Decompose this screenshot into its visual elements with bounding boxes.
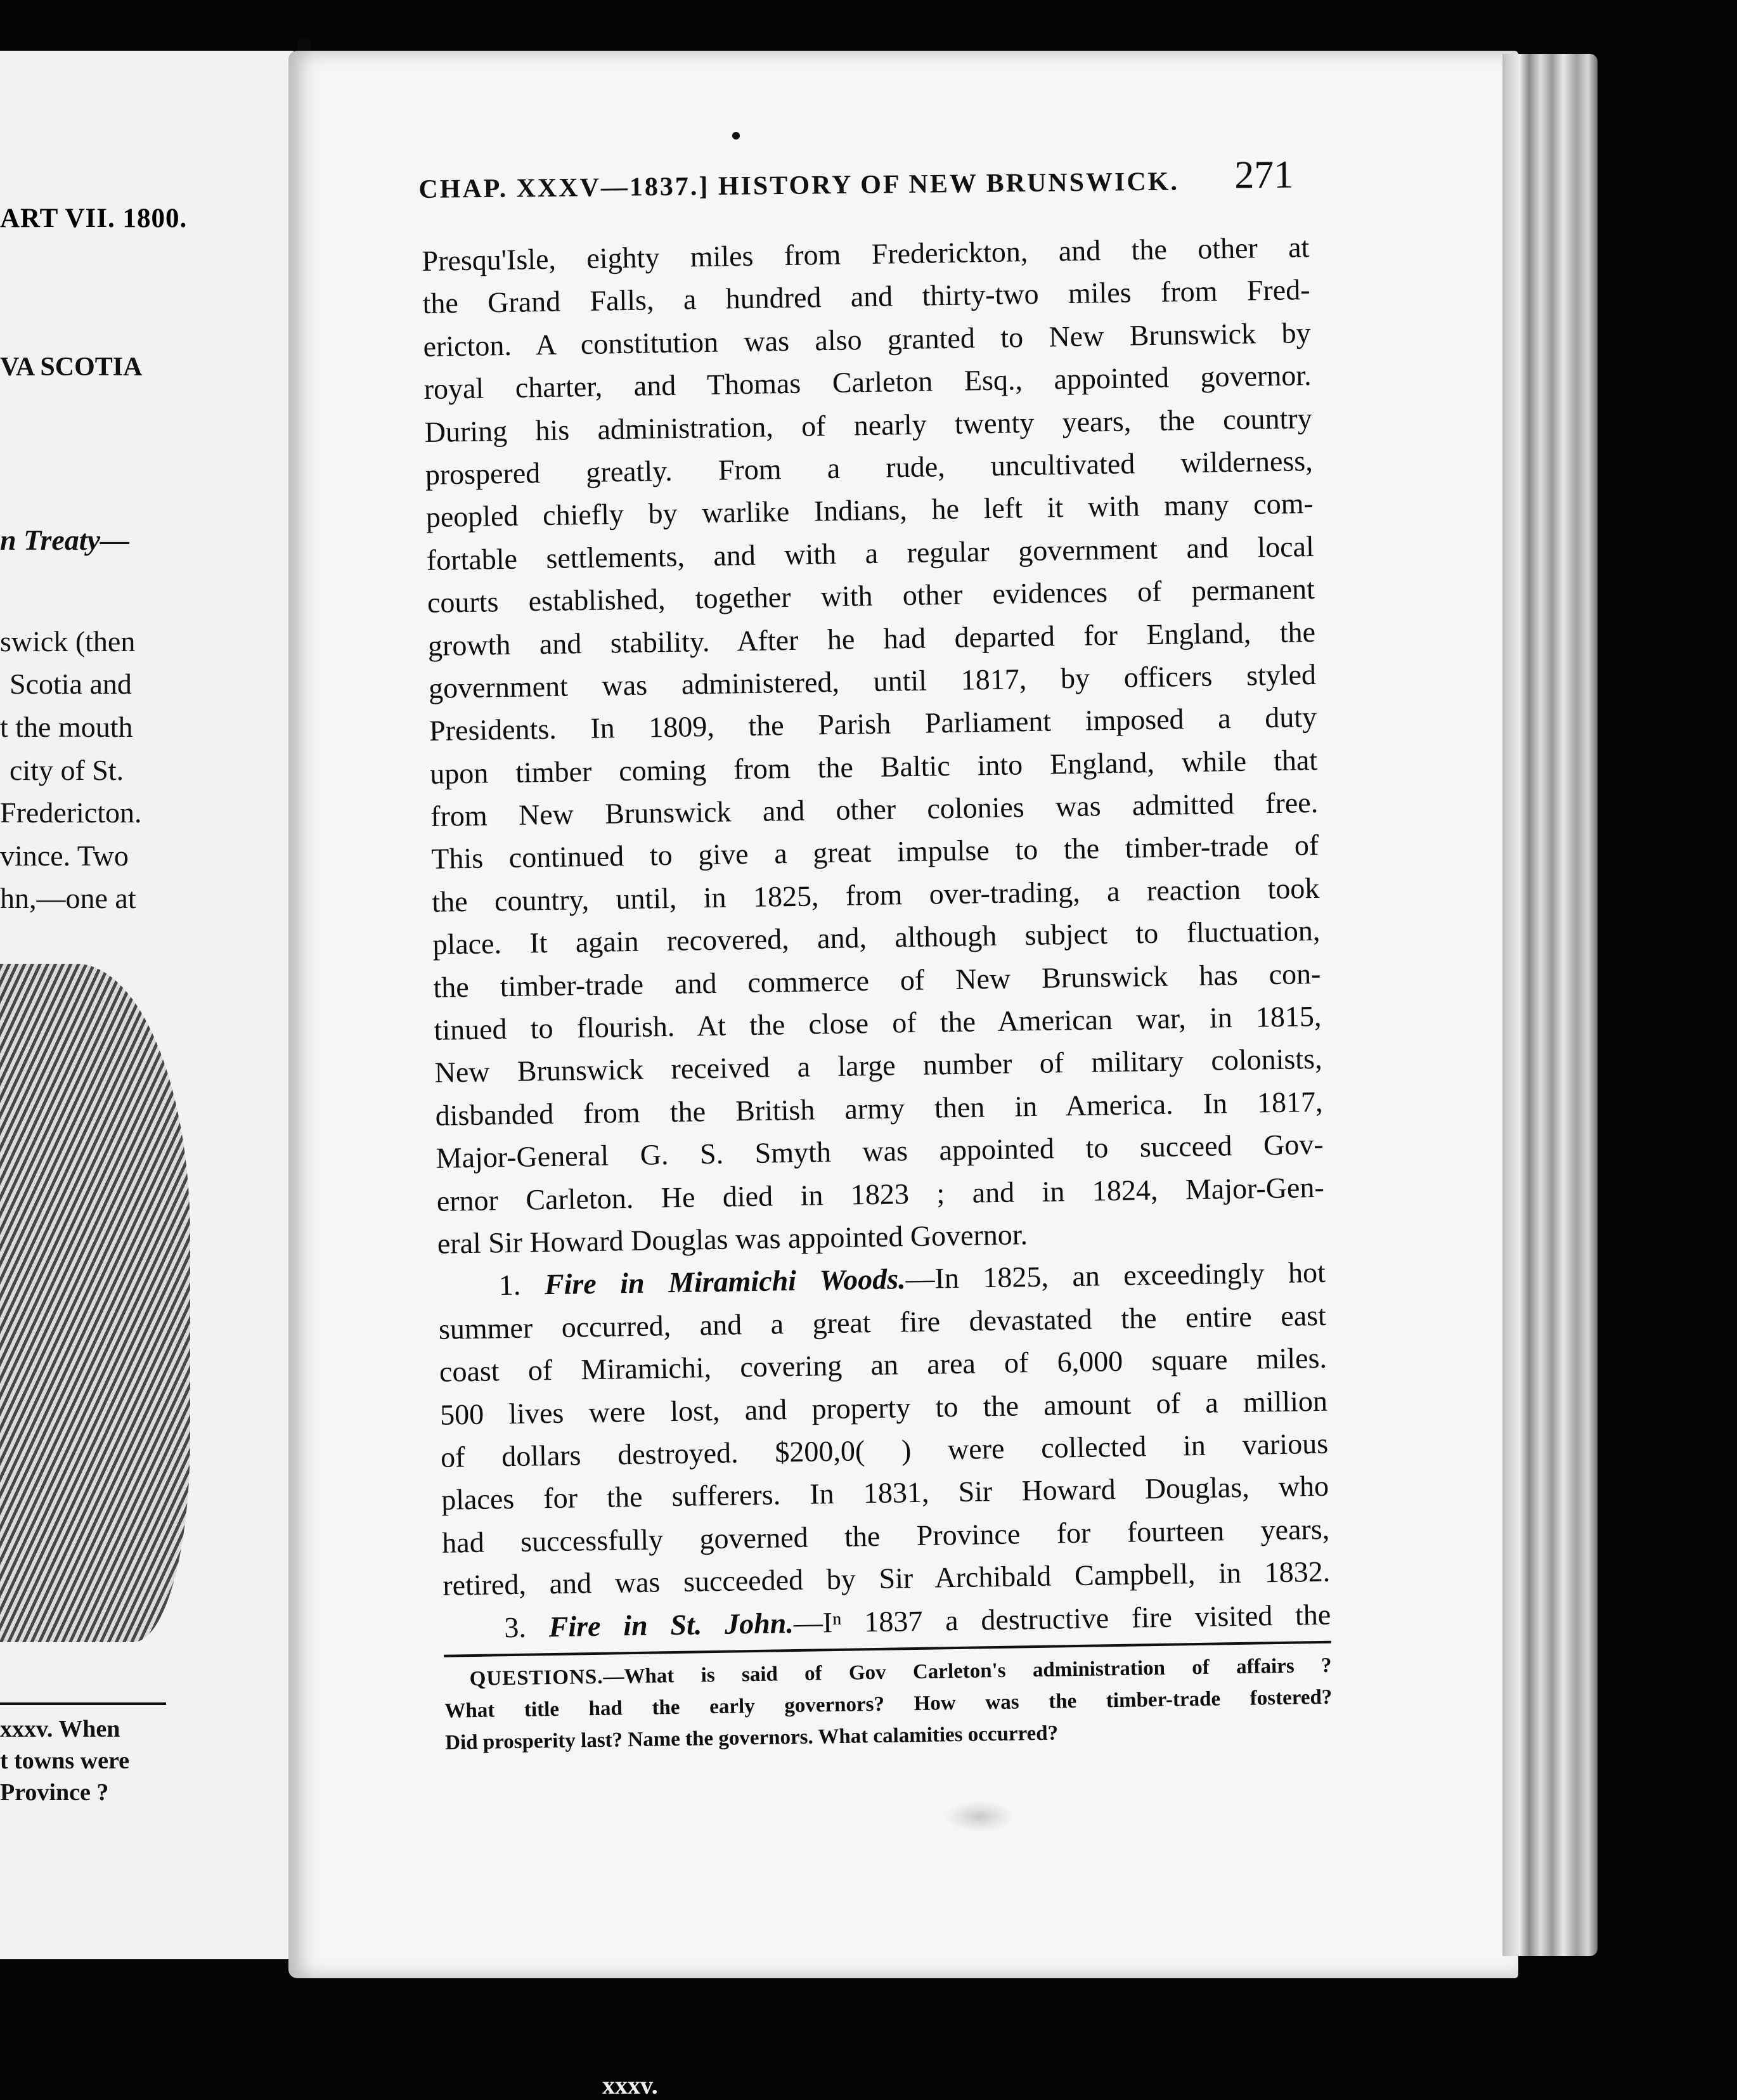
left-line: t the mouth (0, 711, 133, 743)
page-edges (1502, 54, 1598, 1956)
text-line: government was administered, until 1817, by officers styled (428, 658, 1317, 704)
text-line: ericton. A constitution was also granted to New Brunswick by (423, 316, 1311, 363)
text-line: places for the sufferers. In 1831, Sir Howard Douglas, who (441, 1470, 1329, 1517)
text-line: prospered greatly. From a rude, uncultivated wilderness, (425, 444, 1314, 491)
section-title: Fire in St. John. (548, 1606, 794, 1643)
text-line: royal charter, and Thomas Carleton Esq., appointed governor. (423, 359, 1312, 406)
text-line: eral Sir Howard Douglas was appointed Governor. (437, 1218, 1028, 1260)
left-engraving-illustration (0, 964, 190, 1642)
text-line: the timber-trade and commerce of New Brunswick has con- (433, 957, 1321, 1004)
text-line: 500 lives were lost, and property to the amount of a million (439, 1384, 1328, 1431)
left-running-head: ART VII. 1800. (0, 204, 188, 233)
left-line: swick (then (0, 625, 136, 658)
text-line: of dollars destroyed. $200,0( ) were collected in various (440, 1427, 1329, 1474)
bottom-fragment: xxxv. (602, 2071, 658, 2099)
questions-text: —What is said of Gov Carleton's administration of affairs ? (603, 1654, 1332, 1688)
text-line: courts established, together with other evidences of permanent (427, 573, 1315, 619)
left-footnote-rule (0, 1702, 166, 1705)
left-line: hn,—one at (0, 882, 136, 914)
text-line: the country, until, in 1825, from over-trading, a reaction took (432, 871, 1320, 918)
left-line: VA SCOTIA (0, 353, 143, 382)
text-line: retired, and was succeeded by Sir Archibald Campbell, in 1832. (442, 1555, 1331, 1602)
text-line: from New Brunswick and other colonies was admitted free. (430, 786, 1319, 833)
left-question-line: Province ? (0, 1779, 109, 1806)
text-line: fortable settlements, and with a regular government and local (426, 529, 1315, 576)
text-line: peopled chiefly by warlike Indians, he left it with many com- (425, 487, 1314, 534)
left-line: Fredericton. (0, 796, 142, 829)
text-line: During his administration, of nearly twenty years, the country (424, 401, 1312, 448)
left-line: Scotia and (10, 668, 132, 700)
left-question-line: xxxv. When (0, 1716, 120, 1742)
body-text (422, 226, 1333, 1759)
text-line: This continued to give a great impulse to the timber-trade of (430, 829, 1319, 876)
section-number: 3. (503, 1611, 527, 1643)
text-line: growth and stability. After he had departed for England, the (427, 615, 1316, 662)
left-line: city of St. (10, 754, 124, 786)
page-header (418, 153, 1294, 212)
section-number: 1. (498, 1269, 521, 1302)
questions-line: What title had the early governors? How was the timber-trade fostered? (444, 1685, 1333, 1723)
text-line: coast of Miramichi, covering an area of 6,000 square miles. (439, 1341, 1327, 1388)
left-facing-page (0, 51, 298, 1959)
left-line: vince. Two (0, 839, 129, 872)
scan-background (0, 1978, 1737, 2095)
section-title: Fire in Miramichi Woods. (544, 1262, 906, 1301)
text-line: Major-General G. S. Smyth was appointed to succeed Gov- (436, 1128, 1324, 1175)
text-line: New Brunswick received a large number of military colonists, (434, 1042, 1322, 1089)
text-fragment: —Iⁿ 1837 a destructive fire visited the (793, 1598, 1331, 1639)
ink-dot (732, 132, 740, 139)
text-line: Presidents. In 1809, the Parish Parliament imposed a duty (429, 701, 1317, 748)
text-line: tinued to flourish. At the close of the American war, in 1815, (434, 999, 1322, 1046)
text-line: place. It again recovered, and, although subject to fluctuation, (432, 914, 1321, 961)
running-head: CHAP. XXXV—1837.] HISTORY OF NEW BRUNSWICK. (418, 167, 1180, 204)
text-line: the Grand Falls, a hundred and thirty-two miles from Fred- (422, 273, 1310, 320)
left-line: n Treaty— (0, 524, 129, 556)
text-line: upon timber coming from the Baltic into England, while that (429, 743, 1318, 790)
questions-line: Did prosperity last? Name the governors. What calamities occurred? (444, 1721, 1059, 1754)
text-fragment: —In 1825, an exceedingly hot (905, 1256, 1326, 1295)
questions-label: QUESTIONS. (469, 1665, 604, 1690)
page-number: 271 (1234, 153, 1294, 197)
paper-stain (945, 1801, 1014, 1832)
left-question-line: t towns were (0, 1747, 130, 1774)
text-line: had successfully governed the Province for fourteen years, (441, 1512, 1330, 1559)
text-line: disbanded from the British army then in America. In 1817, (435, 1085, 1323, 1132)
text-line: ernor Carleton. He died in 1823 ; and in 1824, Major-Gen- (436, 1170, 1325, 1217)
text-line: summer occurred, and a great fire devastated the entire east (438, 1299, 1327, 1345)
text-line: Presqu'Isle, eighty miles from Frederickton, and the other at (422, 231, 1310, 277)
